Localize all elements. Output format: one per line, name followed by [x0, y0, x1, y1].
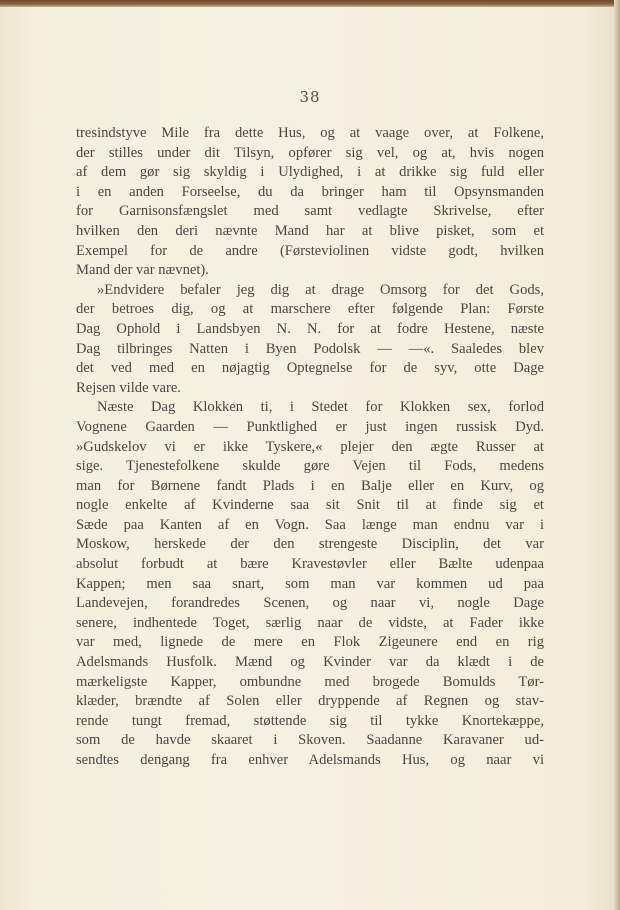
text-line: absolut forbudt at bære Kravestøvler eller Bælte udenpaa [76, 556, 544, 573]
text-line: Exempel for de andre (Førsteviolinen vidste godt, hvilken [76, 242, 544, 259]
text-line: nogle enkelte af Kvinderne saa sit Snit til at finde sig et [76, 497, 544, 514]
body-text [76, 124, 544, 771]
text-line: Næste Dag Klokken ti, i Stedet for Klokken sex, forlod [97, 399, 544, 416]
text-line: der stilles under dit Tilsyn, opfører sig vel, og at, hvis nogen [76, 144, 544, 161]
page-right-edge [614, 0, 620, 910]
text-line: for Garnisonsfængslet med samt vedlagte Skrivelse, efter [76, 203, 544, 220]
text-line: mærkeligste Kapper, ombundne med brogede Bomulds Tør- [76, 673, 544, 690]
page-top-edge [0, 0, 620, 7]
text-line: var med, lignede de mere en Flok Zigeunere end en rig [76, 634, 544, 651]
text-line: af dem gør sig skyldig i Ulydighed, i at drikke sig fuld eller [76, 164, 544, 181]
text-line: Rejsen vilde vare. [76, 379, 181, 396]
text-line: sige. Tjenestefolkene skulde gøre Vejen til Fods, medens [76, 458, 544, 475]
text-line: »Gudskelov vi er ikke Tyskere,« plejer den ægte Russer at [76, 438, 544, 455]
text-line: der betroes dig, og at marschere efter følgende Plan: Første [76, 301, 544, 318]
text-line: Vognene Gaarden — Punktlighed er just ingen russisk Dyd. [76, 418, 544, 435]
text-line: det ved med en nøjagtig Optegnelse for de syv, otte Dage [76, 360, 544, 377]
text-line: klæder, brændte af Solen eller dryppende af Regnen og stav- [76, 693, 544, 710]
text-line: rende tungt fremad, støttende sig til tykke Knortekæppe, [76, 712, 544, 729]
text-line: som de havde skaaret i Skoven. Saadanne Karavaner ud- [76, 732, 544, 749]
text-line: tresindstyve Mile fra dette Hus, og at vaage over, at Folkene, [76, 125, 544, 141]
text-line: i en anden Forseelse, du da bringer ham til Opsynsmanden [76, 183, 544, 200]
text-line: man for Børnene fandt Plads i en Balje eller en Kurv, og [76, 477, 544, 494]
text-line: Dag Ophold i Landsbyen N. N. for at fodre Hestene, næste [76, 320, 544, 337]
text-line: Dag tilbringes Natten i Byen Podolsk — —«. Saaledes blev [76, 340, 544, 357]
text-line: Adelsmands Husfolk. Mænd og Kvinder var da klædt i de [76, 654, 544, 671]
text-line: Kappen; men saa snart, som man var kommen ud paa [76, 575, 544, 592]
text-line: Moskow, herskede der den strengeste Disciplin, det var [76, 536, 544, 553]
text-line: Landevejen, forandredes Scenen, og naar vi, nogle Dage [76, 595, 544, 612]
text-line: Sæde paa Kanten af en Vogn. Saa længe man endnu var i [76, 516, 544, 533]
text-line: »Endvidere befaler jeg dig at drage Omsorg for det Gods, [97, 281, 544, 298]
page-number: 38 [299, 88, 321, 106]
text-line: senere, indhentede Toget, særlig naar de vidste, at Fader ikke [76, 614, 544, 631]
text-line: sendtes dengang fra enhver Adelsmands Hus, og naar vi [76, 752, 544, 768]
text-line: hvilken den deri nævnte Mand har at blive pisket, som et [76, 222, 544, 239]
text-line: Mand der var nævnet). [76, 262, 209, 279]
